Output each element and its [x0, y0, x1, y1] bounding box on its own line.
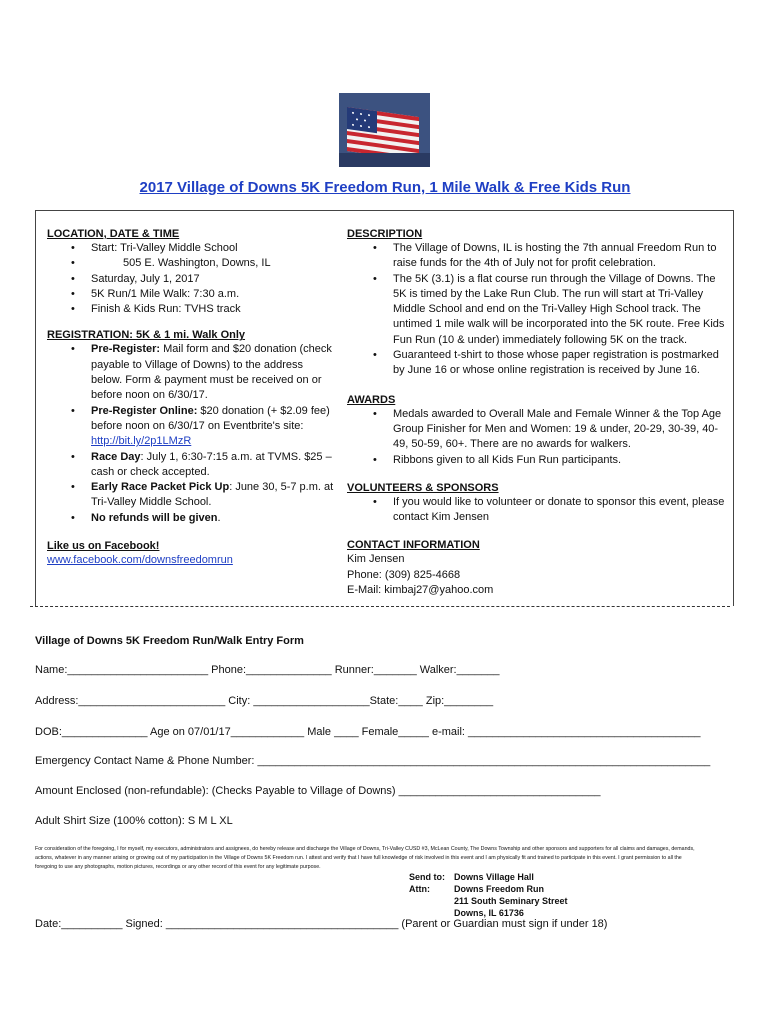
list-item: • Saturday, July 1, 2017: [91, 272, 337, 287]
awards-list: [347, 407, 727, 468]
list-item: • Pre-Register Online: $20 donation (+ $2.09 fee) before noon on 6/30/17 on Eventbrite's site: http://bit.ly/2p1LMzR: [91, 404, 337, 450]
contact-phone: Phone: (309) 825-4668: [347, 568, 461, 581]
contact-heading: CONTACT INFORMATION: [347, 539, 480, 552]
signature-row[interactable]: Date:__________ Signed: ______________________________________ (Parent or Guardian must sign if under 18): [35, 918, 608, 930]
list-item: • Race Day: July 1, 6:30-7:15 a.m. at TVMS. $25 – cash or check accepted.: [91, 450, 337, 481]
list-item: • Pre-Register: Mail form and $20 donation (check payable to Village of Downs) to the address below. Form & payment must be received on or before noon on 6/30/17.: [91, 342, 337, 403]
emergency-contact-row[interactable]: Emergency Contact Name & Phone Number: __________________________________________________________________________: [35, 755, 711, 767]
dob-row[interactable]: DOB:______________ Age on 07/01/17____________ Male ____ Female_____ e-mail: ______________________________________: [35, 726, 701, 738]
right-column: [347, 227, 727, 598]
list-item: • Medals awarded to Overall Male and Female Winner & the Top Age Group Finisher for Men and Women: 19 & under, 20-29, 30-39, 40-49, 50-59, 60+. There are no awards for walkers.: [393, 407, 727, 453]
location-heading: LOCATION, DATE & TIME: [47, 228, 180, 240]
contact-name: Kim Jensen: [347, 553, 405, 566]
volunteers-list: [347, 495, 727, 526]
awards-heading: AWARDS: [347, 393, 396, 406]
left-column: [47, 227, 337, 568]
list-item: • If you would like to volunteer or donate to sponsor this event, please contact Kim Jensen: [393, 495, 727, 526]
city-state-zip: Downs, IL 61736: [454, 908, 524, 918]
list-item: • Finish & Kids Run: TVHS track: [91, 302, 337, 317]
list-item: • The Village of Downs, IL is hosting the 7th annual Freedom Run to raise funds for the 4th of July not for profit celebration.: [393, 241, 727, 272]
info-box: [35, 210, 734, 606]
send-to-value: Downs Village Hall: [454, 872, 534, 882]
street-address: 211 South Seminary Street: [454, 896, 568, 906]
list-item: • Start: Tri-Valley Middle School: [91, 241, 337, 256]
page-title: 2017 Village of Downs 5K Freedom Run, 1 Mile Walk & Free Kids Run: [139, 179, 631, 196]
list-item: • 5K Run/1 Mile Walk: 7:30 a.m.: [91, 287, 337, 302]
eventbrite-link[interactable]: http://bit.ly/2p1LMzR: [91, 435, 192, 448]
contact-email[interactable]: E-Mail: kimbaj27@yahoo.com: [347, 584, 494, 597]
amount-enclosed-row[interactable]: Amount Enclosed (non-refundable): (Checks Payable to Village of Downs) _________________________________: [35, 785, 601, 797]
entry-form-heading: Village of Downs 5K Freedom Run/Walk Entry Form: [35, 635, 304, 647]
list-item: • Ribbons given to all Kids Fun Run participants.: [393, 453, 727, 468]
cut-line-divider: [30, 606, 730, 607]
liability-waiver-text: For consideration of the foregoing, I for myself, my executors, administrators and assignees, do hereby release and discharge the Village of Downs, Tri-Valley CUSD #3, McLean County, The Downs Township and other sponsors and supporters for all claims and damages, demands, actions, whatever in any manner arising or growing out of my participation in the Village of Downs 5K Freedom run. I attest and verify that I have full knowledge of risk involved in this event and I am physically fit and trained to participate in this event. I grant permission to all the foregoing to use any photographs, motion pictures, recordings or any other record of this event for any legitimate purpose.: [35, 846, 695, 870]
american-flag-image: [339, 93, 430, 167]
facebook-heading: Like us on Facebook!: [47, 540, 160, 553]
list-item-continuation: • 505 E. Washington, Downs, IL: [91, 256, 337, 271]
attn-label: Attn:: [409, 884, 430, 894]
name-phone-row[interactable]: Name:_______________________ Phone:______________ Runner:_______ Walker:_______: [35, 664, 500, 676]
list-item: • Guaranteed t-shirt to those whose paper registration is postmarked by June 16 or whose online registration is received by June 16.: [393, 348, 727, 379]
facebook-link[interactable]: www.facebook.com/downsfreedomrun: [47, 554, 233, 567]
address-row[interactable]: Address:________________________ City: ___________________State:____ Zip:________: [35, 695, 494, 707]
location-list: [47, 241, 337, 317]
description-heading: DESCRIPTION: [347, 228, 423, 240]
shirt-size-row[interactable]: Adult Shirt Size (100% cotton): S M L XL: [35, 815, 233, 827]
registration-heading: REGISTRATION: 5K & 1 mi. Walk Only: [47, 329, 246, 342]
registration-list: [47, 342, 337, 526]
attn-value: Downs Freedom Run: [454, 884, 545, 894]
description-list: [347, 241, 727, 379]
list-item: • The 5K (3.1) is a flat course run through the Village of Downs. The 5K is timed by the Lake Run Club. The run will start at Tri-Valley Middle School and end on the Tri-Valley High School track. The untimed 1 mile walk will be incorporated into the 5K route. Free Kids Fun Run (10 & under) immediately following 5K on the track.: [393, 272, 727, 348]
list-item: • No refunds will be given.: [91, 511, 337, 526]
send-to-label: Send to:: [409, 872, 445, 882]
list-item: • Early Race Packet Pick Up: June 30, 5-7 p.m. at Tri-Valley Middle School.: [91, 480, 337, 511]
volunteers-heading: VOLUNTEERS & SPONSORS: [347, 481, 499, 494]
